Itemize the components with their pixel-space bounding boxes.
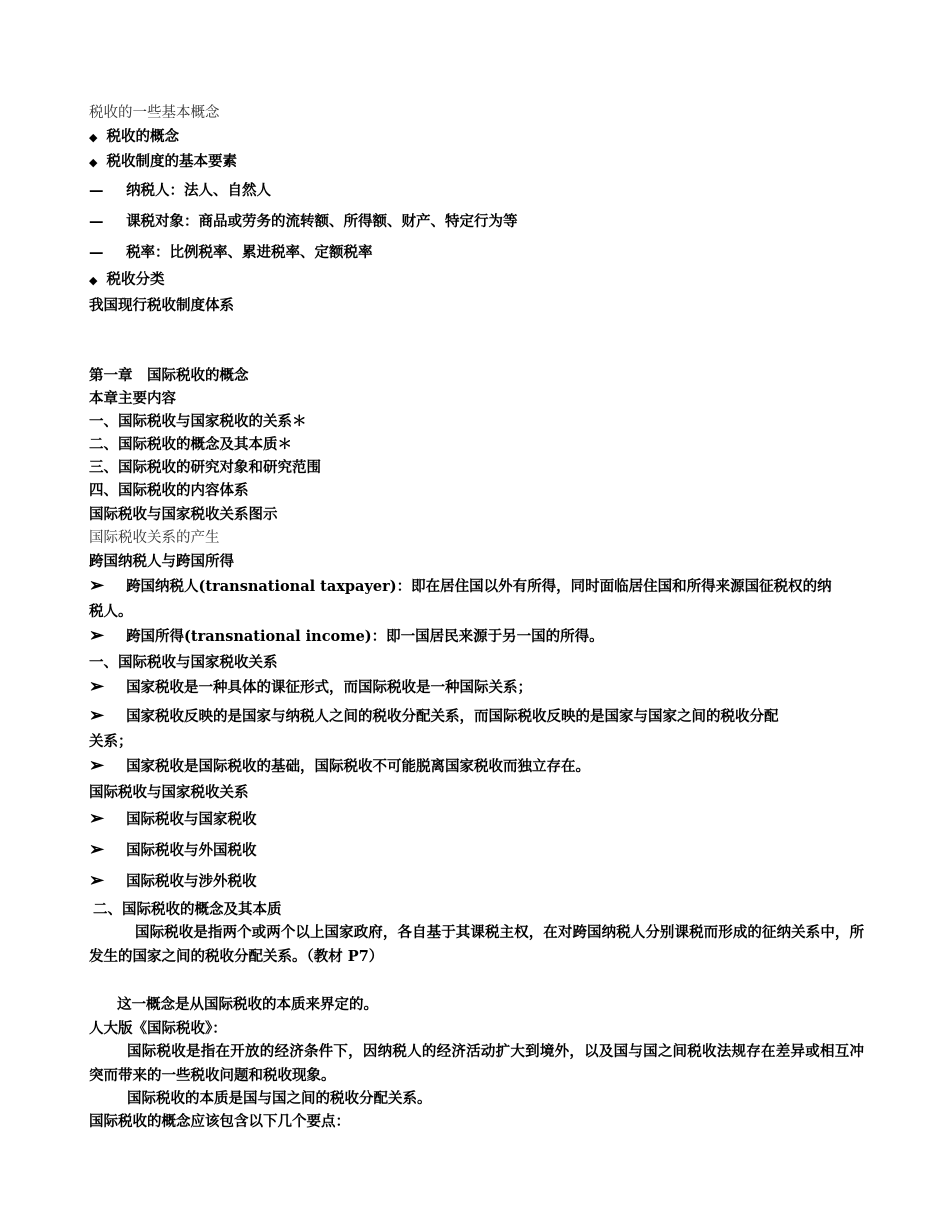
point-text: 国家税收是一种具体的课征形式，而国际税收是一种国际关系； bbox=[126, 679, 533, 696]
dash-bullet-icon: — bbox=[89, 213, 104, 230]
relation-item bbox=[89, 810, 257, 830]
definition-text: 跨国所得(transnational income)：即一国居民来源于另一国的所得。 bbox=[126, 628, 604, 645]
relation-text: 国际税收与涉外税收 bbox=[126, 873, 257, 890]
main-content-heading: 本章主要内容 bbox=[89, 390, 176, 407]
bullet-item-tax-concept bbox=[89, 127, 179, 148]
taxpayer-definition bbox=[89, 577, 832, 597]
section1-point-continued: 关系； bbox=[89, 733, 133, 750]
relation-item bbox=[89, 872, 257, 892]
toc-item: 一、国际税收与国家税收的关系＊ bbox=[89, 413, 307, 430]
essence-statement: 国际税收的本质是国与国之间的税收分配关系。 bbox=[127, 1090, 432, 1107]
key-points-heading: 国际税收的概念应该包含以下几个要点： bbox=[89, 1113, 350, 1130]
renda-definition-paragraph: 国际税收是指在开放的经济条件下，因纳税人的经济活动扩大到境外，以及国与国之间税收法规存在差异或相互冲突而带来的一些税收问题和税收现象。 bbox=[89, 1043, 864, 1084]
toc-item: 三、国际税收的研究对象和研究范围 bbox=[89, 459, 321, 476]
toc-item: 二、国际税收的概念及其本质＊ bbox=[89, 436, 292, 453]
point-text: 国家税收是国际税收的基础，国际税收不可能脱离国家税收而独立存在。 bbox=[126, 758, 591, 775]
definition-paragraph: 国际税收是指两个或两个以上国家政府，各自基于其课税主权，在对跨国纳税人分别课税而形成的征纳关系中，所发生的国家之间的税收分配关系。（教材 P7） bbox=[89, 924, 864, 965]
relation-text: 国际税收与国家税收 bbox=[126, 811, 257, 828]
arrow-bullet-icon: ➢ bbox=[89, 625, 105, 646]
diamond-bullet-icon: ◆ bbox=[89, 274, 98, 287]
section1-heading: 一、国际税收与国家税收关系 bbox=[89, 654, 278, 671]
origin-heading: 国际税收关系的产生 bbox=[89, 530, 220, 546]
cross-border-heading: 跨国纳税人与跨国所得 bbox=[89, 553, 234, 570]
relation-text: 国际税收与外国税收 bbox=[126, 842, 257, 859]
income-definition bbox=[89, 627, 604, 647]
definition-note: 这一概念是从国际税收的本质来界定的。 bbox=[117, 996, 378, 1013]
intro-title: 税收的一些基本概念 bbox=[89, 105, 220, 121]
definition-text: 跨国纳税人(transnational taxpayer)：即在居住国以外有所得，同时面临居住国和所得来源国征税权的纳 bbox=[126, 578, 832, 595]
arrow-bullet-icon: ➢ bbox=[89, 870, 105, 891]
diagram-title: 国际税收与国家税收关系图示 bbox=[89, 506, 278, 523]
toc-item: 四、国际税收的内容体系 bbox=[89, 482, 249, 499]
dash-label: 纳税人：法人、自然人 bbox=[126, 182, 272, 199]
section2-heading: 二、国际税收的概念及其本质 bbox=[93, 901, 282, 918]
renda-title: 人大版《国际税收》： bbox=[89, 1020, 227, 1037]
section1-point bbox=[89, 678, 532, 698]
dash-item-tax-object bbox=[89, 212, 518, 232]
chapter-title: 第一章 国际税收的概念 bbox=[89, 367, 249, 384]
dash-label: 课税对象：商品或劳务的流转额、所得额、财产、特定行为等 bbox=[126, 213, 518, 230]
section1-point bbox=[89, 757, 590, 777]
arrow-bullet-icon: ➢ bbox=[89, 755, 105, 776]
arrow-bullet-icon: ➢ bbox=[89, 676, 105, 697]
point-text: 国家税收反映的是国家与纳税人之间的税收分配关系，而国际税收反映的是国家与国家之间的税收分配 bbox=[126, 708, 779, 725]
current-tax-system: 我国现行税收制度体系 bbox=[89, 297, 234, 314]
dash-label: 税率：比例税率、累进税率、定额税率 bbox=[126, 244, 373, 261]
dash-bullet-icon: — bbox=[89, 182, 104, 199]
diamond-bullet-icon: ◆ bbox=[89, 131, 98, 144]
diamond-bullet-icon: ◆ bbox=[89, 156, 98, 169]
bullet-label: 税收的概念 bbox=[106, 128, 180, 145]
bullet-item-tax-system-elements bbox=[89, 152, 237, 173]
arrow-bullet-icon: ➢ bbox=[89, 839, 105, 860]
arrow-bullet-icon: ➢ bbox=[89, 575, 105, 596]
bullet-item-tax-classification bbox=[89, 270, 165, 291]
dash-bullet-icon: — bbox=[89, 244, 104, 261]
arrow-bullet-icon: ➢ bbox=[89, 808, 105, 829]
bullet-label: 税收分类 bbox=[106, 271, 165, 288]
bullet-label: 税收制度的基本要素 bbox=[106, 153, 238, 170]
relation-item bbox=[89, 841, 257, 861]
dash-item-taxpayer bbox=[89, 181, 271, 201]
taxpayer-definition-continued: 税人。 bbox=[89, 603, 133, 620]
arrow-bullet-icon: ➢ bbox=[89, 705, 105, 726]
dash-item-tax-rate bbox=[89, 243, 373, 263]
section1-point bbox=[89, 707, 779, 727]
relation-heading: 国际税收与国家税收关系 bbox=[89, 784, 249, 801]
